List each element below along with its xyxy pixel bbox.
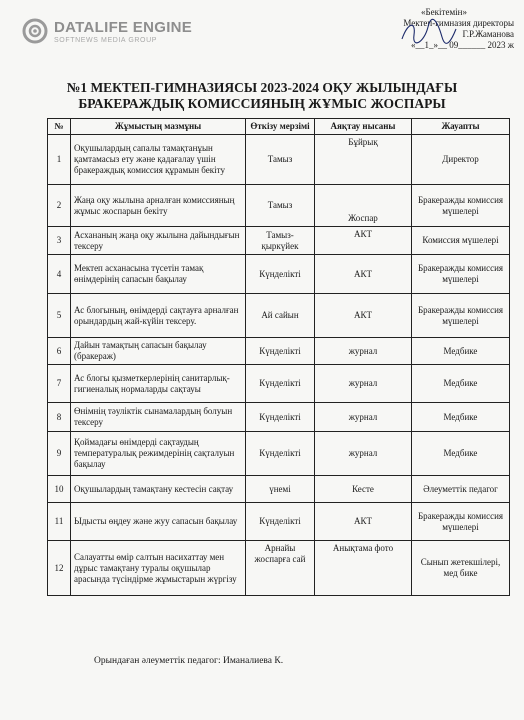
approval-name: Г.Р.Жаманова [462, 29, 514, 39]
table-row [48, 541, 510, 596]
row-form: журнал [315, 365, 412, 403]
row-content: Оқушылардың сапалы тамақтанұын қамтамасыз ету және қадағалау үшін бракераждық комиссия құрамын бекіту [71, 135, 246, 185]
row-responsible: Медбике [412, 432, 510, 476]
row-content: Ыдысты өңдеу және жуу сапасын бақылау [71, 503, 246, 541]
row-number: 2 [48, 185, 71, 227]
row-number: 4 [48, 255, 71, 294]
row-period: Күнделікті [246, 403, 315, 432]
table-row [48, 365, 510, 403]
row-form: АКТ [315, 255, 412, 294]
row-responsible: Бракеражды комиссия мүшелері [412, 503, 510, 541]
table-header-row [48, 119, 510, 135]
row-period: Күнделікті [246, 432, 315, 476]
row-content: Жаңа оқу жылына арналған комиссияның жұмыс жоспарын бекіту [71, 185, 246, 227]
row-content: Дайын тамақтың сапасын бақылау (бракераж) [71, 338, 246, 365]
row-responsible: Комиссия мүшелері [412, 227, 510, 255]
table-row [48, 185, 510, 227]
document-title [0, 80, 524, 112]
row-number: 3 [48, 227, 71, 255]
table-row [48, 294, 510, 338]
table-row [48, 432, 510, 476]
approval-position: Мектеп-гимназия директоры [403, 18, 514, 28]
row-period: Күнделікті [246, 338, 315, 365]
table-row [48, 503, 510, 541]
row-form: АКТ [315, 227, 412, 255]
row-period: Арнайы жоспарға сай [246, 541, 315, 596]
table-row [48, 135, 510, 185]
row-responsible: Бракеражды комиссия мүшелері [412, 255, 510, 294]
row-number: 8 [48, 403, 71, 432]
signature-stroke [398, 17, 458, 47]
row-content: Ас блогының, өнімдерді сақтауға арналған орындардың жай-күйін тексеру. [71, 294, 246, 338]
footer-signature-line: Орындаған әлеуметтік педагог: Иманалиева К. [94, 656, 284, 666]
row-period: Күнделікті [246, 503, 315, 541]
row-responsible: Директор [412, 135, 510, 185]
row-number: 12 [48, 541, 71, 596]
row-period: Тамыз-қыркүйек [246, 227, 315, 255]
plan-table [47, 118, 510, 596]
row-form: АКТ [315, 503, 412, 541]
row-number: 11 [48, 503, 71, 541]
row-form: Бұйрық [315, 135, 412, 185]
table-row [48, 227, 510, 255]
target-icon [22, 18, 48, 44]
row-form: АКТ [315, 294, 412, 338]
row-period: үнемі [246, 476, 315, 503]
table-row [48, 403, 510, 432]
row-responsible: Медбике [412, 403, 510, 432]
row-responsible: Бракеражды комиссия мүшелері [412, 294, 510, 338]
title-line-1: №1 МЕКТЕП-ГИМНАЗИЯСЫ 2023-2024 ОҚУ ЖЫЛЫНДАҒЫ [66, 80, 458, 95]
approval-date: «__1_»__ 09______ 2023 ж [411, 40, 514, 50]
row-number: 10 [48, 476, 71, 503]
row-form: журнал [315, 403, 412, 432]
header-form: Аяқтау нысаны [315, 119, 412, 135]
approval-block [354, 7, 514, 51]
row-content: Мектеп асханасына түсетін тамақ өнімдерінің сапасын бақылау [71, 255, 246, 294]
row-content: Асхананың жаңа оқу жылына дайындығын тексеру [71, 227, 246, 255]
table-row [48, 255, 510, 294]
row-content: Ас блогы қызметкерлерінің санитарлық-гигиеналық нормаларды сақтауы [71, 365, 246, 403]
table-row [48, 338, 510, 365]
row-number: 7 [48, 365, 71, 403]
row-form: Анықтама фото [315, 541, 412, 596]
header-responsible: Жауапты [412, 119, 510, 135]
watermark-tagline: SOFTNEWS MEDIA GROUP [54, 36, 158, 44]
row-number: 9 [48, 432, 71, 476]
row-responsible: Медбике [412, 365, 510, 403]
watermark-logo [22, 18, 192, 44]
watermark-brand: DATALIFE ENGINE [54, 18, 193, 36]
row-responsible: Бракеражды комиссия мүшелері [412, 185, 510, 227]
row-number: 6 [48, 338, 71, 365]
row-content: Қоймадағы өнімдерді сақтаудың температуралық режимдерінің сақталуын бақылау [71, 432, 246, 476]
row-responsible: Әлеуметтік педагог [412, 476, 510, 503]
row-form: Жоспар [315, 185, 412, 227]
row-content: Өнімнің тәуліктік сынамалардың болуын тексеру [71, 403, 246, 432]
table-row [48, 476, 510, 503]
row-period: Күнделікті [246, 255, 315, 294]
row-period: Ай сайын [246, 294, 315, 338]
row-responsible: Сынып жетекшілері, мед бике [412, 541, 510, 596]
row-number: 5 [48, 294, 71, 338]
row-period: Тамыз [246, 135, 315, 185]
header-content: Жұмыстың мазмұны [71, 119, 246, 135]
row-number: 1 [48, 135, 71, 185]
row-responsible: Медбике [412, 338, 510, 365]
row-period: Күнделікті [246, 365, 315, 403]
row-form: журнал [315, 338, 412, 365]
title-line-2: БРАКЕРАЖДЫҚ КОМИССИЯНЫҢ ЖҰМЫС ЖОСПАРЫ [78, 96, 446, 111]
row-form: журнал [315, 432, 412, 476]
row-content: Оқушылардың тамақтану кестесін сақтау [71, 476, 246, 503]
row-period: Тамыз [246, 185, 315, 227]
row-form: Кесте [315, 476, 412, 503]
header-period: Өткізу мерзімі [246, 119, 315, 135]
header-num: № [48, 119, 71, 135]
approval-title: «Бекітемін» [421, 7, 467, 17]
row-content: Салауатты өмір салтын насихаттау мен дұрыс тамақтану туралы оқушылар арасында түсіндірме жұмыстарын жүргізу [71, 541, 246, 596]
